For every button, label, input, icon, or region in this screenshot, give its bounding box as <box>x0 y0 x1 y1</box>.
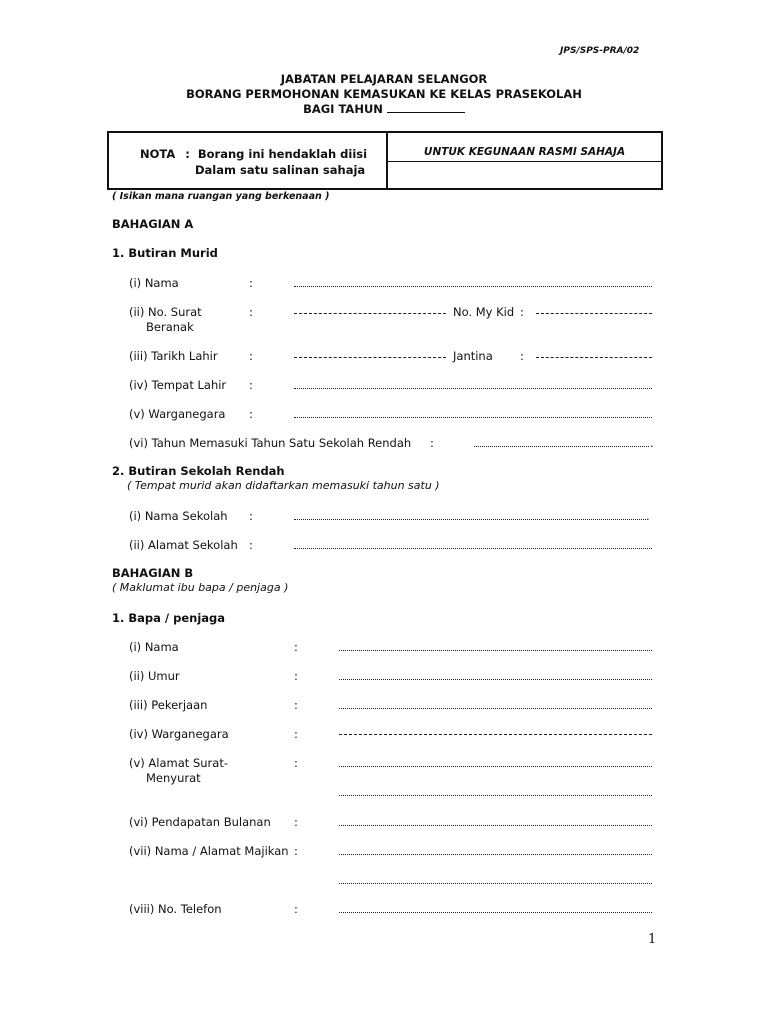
guardian-job-field[interactable] <box>339 707 652 709</box>
guardian-citizenship-label: (iv) Warganegara <box>129 727 229 741</box>
page-number: 1 <box>648 932 657 947</box>
colon: : <box>294 640 298 654</box>
guardian-name-field[interactable] <box>339 649 652 651</box>
gender-field[interactable] <box>536 356 652 358</box>
school-address-label: (ii) Alamat Sekolah <box>129 538 238 552</box>
birth-date-label: (iii) Tarikh Lahir <box>129 349 218 363</box>
colon: : <box>249 407 253 421</box>
year-one-entry-field[interactable] <box>474 445 649 447</box>
birth-cert-label: (ii) No. Surat <box>129 305 202 319</box>
guardian-address-label-2: Menyurat <box>146 771 201 785</box>
birth-cert-field[interactable] <box>294 312 446 314</box>
guardian-title: 1. Bapa / penjaga <box>112 611 226 625</box>
colon: : <box>249 305 253 319</box>
student-name-field[interactable] <box>294 285 652 287</box>
birth-cert-label-2: Beranak <box>146 320 194 334</box>
instruction-text: ( Isikan mana ruangan yang berkenaan ) <box>112 191 330 202</box>
citizenship-field[interactable] <box>294 416 652 418</box>
part-a-title: BAHAGIAN A <box>112 217 194 231</box>
colon: : <box>249 349 253 363</box>
guardian-job-label: (iii) Pekerjaan <box>129 698 208 712</box>
mykid-field[interactable] <box>536 312 652 314</box>
colon: : <box>520 305 524 319</box>
note-box <box>107 131 663 190</box>
school-name-field[interactable] <box>294 518 646 520</box>
note-label: NOTA <box>140 147 176 161</box>
birth-place-field[interactable] <box>294 387 652 389</box>
birth-place-label: (iv) Tempat Lahir <box>129 378 227 392</box>
colon: : <box>294 669 298 683</box>
part-b-subtitle: ( Maklumat ibu bapa / penjaga ) <box>112 581 289 594</box>
employer-field[interactable] <box>339 853 652 855</box>
colon: : <box>249 509 253 523</box>
school-address-field[interactable] <box>294 547 652 549</box>
guardian-address-label: (v) Alamat Surat- <box>129 756 228 770</box>
colon: : <box>294 902 298 916</box>
form-title-line1: JABATAN PELAJARAN SELANGOR <box>280 72 488 86</box>
colon: : <box>249 538 253 552</box>
official-use-label: UNTUK KEGUNAAN RASMI SAHAJA <box>423 146 626 158</box>
employer-label: (vii) Nama / Alamat Majikan <box>129 844 289 858</box>
note-colon: : <box>185 147 190 161</box>
phone-label: (viii) No. Telefon <box>129 902 222 916</box>
colon: : <box>294 698 298 712</box>
year-one-entry-label: (vi) Tahun Memasuki Tahun Satu Sekolah Rendah <box>129 436 412 450</box>
student-details-title: 1. Butiran Murid <box>112 246 218 260</box>
employer-field-2[interactable] <box>339 882 652 884</box>
guardian-age-label: (ii) Umur <box>129 669 180 683</box>
guardian-address-field[interactable] <box>339 765 652 767</box>
period: . <box>646 509 650 523</box>
citizenship-label: (v) Warganegara <box>129 407 226 421</box>
year-label: BAGI TAHUN <box>303 102 383 116</box>
period: . <box>650 436 654 450</box>
guardian-name-label: (i) Nama <box>129 640 179 654</box>
colon: : <box>294 815 298 829</box>
colon: : <box>294 844 298 858</box>
colon: : <box>294 727 298 741</box>
guardian-address-field-2[interactable] <box>339 794 652 796</box>
official-box-rule <box>388 161 661 162</box>
colon: : <box>294 756 298 770</box>
form-reference-code: JPS/SPS-PRA/02 <box>560 46 640 56</box>
mykid-label: No. My Kid <box>453 305 515 319</box>
form-title-line3 <box>0 102 768 116</box>
part-b-title: BAHAGIAN B <box>112 566 194 580</box>
note-line1: Borang ini hendaklah diisi <box>197 147 368 161</box>
primary-school-title: 2. Butiran Sekolah Rendah <box>112 464 285 478</box>
year-blank-field[interactable] <box>387 102 465 113</box>
colon: : <box>249 378 253 392</box>
monthly-income-label: (vi) Pendapatan Bulanan <box>129 815 271 829</box>
colon: : <box>249 276 253 290</box>
gender-label: Jantina <box>453 349 493 363</box>
guardian-citizenship-field[interactable] <box>339 733 652 735</box>
monthly-income-field[interactable] <box>339 824 652 826</box>
colon: : <box>520 349 524 363</box>
form-title-line2: BORANG PERMOHONAN KEMASUKAN KE KELAS PRASEKOLAH <box>186 87 582 101</box>
colon: : <box>430 436 434 450</box>
note-line2: Dalam satu salinan sahaja <box>195 163 366 177</box>
guardian-age-field[interactable] <box>339 678 652 680</box>
birth-date-field[interactable] <box>294 356 446 358</box>
primary-school-subtitle: ( Tempat murid akan didaftarkan memasuki tahun satu ) <box>127 479 440 492</box>
note-text <box>140 146 367 178</box>
phone-field[interactable] <box>339 911 652 913</box>
school-name-label: (i) Nama Sekolah <box>129 509 228 523</box>
student-name-label: (i) Nama <box>129 276 179 290</box>
